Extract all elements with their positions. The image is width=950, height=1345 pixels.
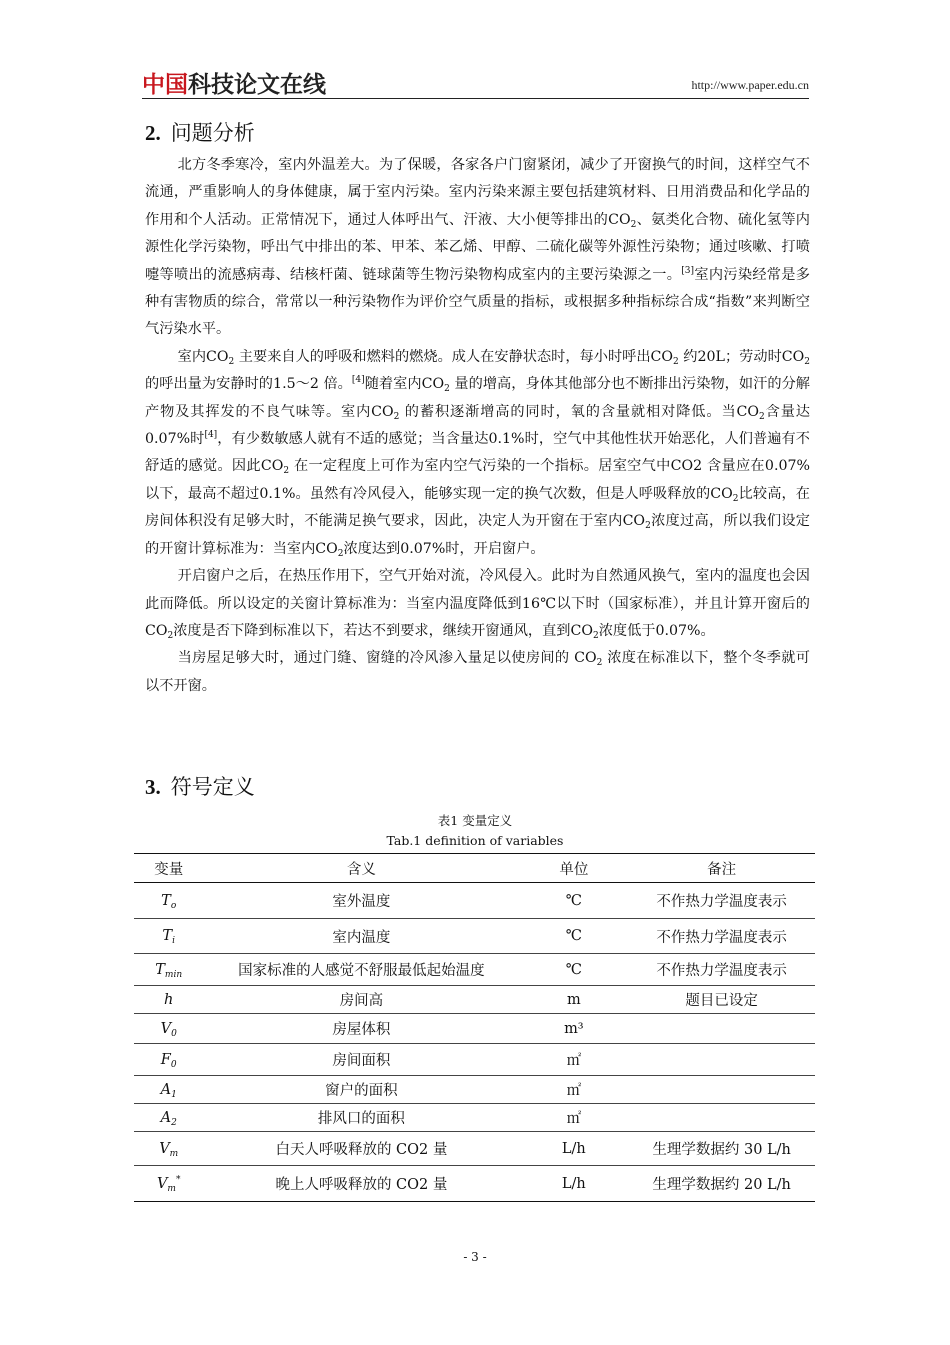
variable-unit-cell: ℃ bbox=[519, 919, 628, 954]
table-row bbox=[134, 954, 815, 986]
col-header-note: 备注 bbox=[628, 854, 815, 883]
table-header-row bbox=[134, 854, 815, 883]
variable-meaning-cell: 房间高 bbox=[203, 986, 519, 1014]
section-2-heading: 2. 问题分析 bbox=[145, 121, 255, 145]
table-caption-cn: 表1 变量定义 bbox=[437, 813, 513, 828]
variables-table bbox=[134, 853, 815, 1202]
paragraph-1: 北方冬季寒冷，室内外温差大。为了保暖，各家各户门窗紧闭，减少了开窗换气的时间，这样空气不流通，严重影响人的身体健康，属于室内污染。室内污染来源主要包括建筑材料、日用消费品和化学品的作用和个人活动。正常情况下，通过人体呼出气、汗液、大小便等排出的$CO_2$、氨类化合物、硫化氢等内源性化学污染物，呼出气中排出的苯、甲苯、苯乙烯、甲醇、二硫化碳等外源性污染物；通过咳嗽、打喷嚏等喷出的流感病毒、结核杆菌、链球菌等生物污染物构成室内的主要污染源之一。[3]室内污染经常是多种有害物质的综合，常常以一种污染物作为评价空气质量的指标，或根据多种指标综合成“指数”来判断空气污染水平。 bbox=[145, 157, 810, 338]
variable-meaning-cell: 房屋体积 bbox=[203, 1014, 519, 1044]
paragraph-4: 当房屋足够大时，通过门缝、窗缝的冷风渗入量足以使房间的 $CO_2$ 浓度在标准以下，整个冬季就可以不开窗。 bbox=[145, 650, 810, 694]
variable-note-cell: 不作热力学温度表示 bbox=[628, 919, 815, 954]
variable-note-cell bbox=[628, 1076, 815, 1104]
variable-unit-cell: ㎡ bbox=[519, 1044, 628, 1076]
table-row bbox=[134, 1076, 815, 1104]
section-2-body bbox=[145, 152, 810, 700]
variable-note-cell: 生理学数据约 30 L/h bbox=[628, 1132, 815, 1166]
variable-meaning-cell: 白天人呼吸释放的 CO2 量 bbox=[203, 1132, 519, 1166]
table-row bbox=[134, 986, 815, 1014]
variable-symbol-cell: $T_o$ bbox=[134, 883, 203, 919]
variable-unit-cell: ℃ bbox=[519, 883, 628, 919]
table-caption-en: Tab.1 definition of variables bbox=[386, 833, 564, 848]
variable-symbol-cell: $A_2$ bbox=[134, 1104, 203, 1132]
section-3-heading: 3. 符号定义 bbox=[145, 775, 255, 799]
paragraph-3: 开启窗户之后，在热压作用下，空气开始对流，冷风侵入。此时为自然通风换气，室内的温度也会因此而降低。所以设定的关窗计算标准为：当室内温度降低到16℃以下时（国家标准），并且计算开窗后的$CO_2$浓度是否下降到标准以下，若达不到要求，继续开窗通风，直到$CO_2$浓度低于0.07%。 bbox=[145, 568, 810, 641]
variable-meaning-cell: 室内温度 bbox=[203, 919, 519, 954]
variable-unit-cell: ㎡ bbox=[519, 1104, 628, 1132]
variable-note-cell bbox=[628, 1044, 815, 1076]
variable-unit-cell: m³ bbox=[519, 1014, 628, 1044]
variable-symbol-cell: $V_m$ bbox=[134, 1132, 203, 1166]
table-row bbox=[134, 919, 815, 954]
paragraph-2: 室内$CO_2$ 主要来自人的呼吸和燃料的燃烧。成人在安静状态时，每小时呼出$CO_2$ 约20L；劳动时$CO_2$ 的呼出量为安静时的1.5～2 倍。[4]随着室内$CO_2$ 量的增高，身体其他部分也不断排出污染物，如汗的分解产物及其挥发的不良气味等。室内$CO_2$ 的蓄积逐渐增高的同时，氧的含量就相对降低。当$CO_2$含量达0.07%时[4]，有少数敏感人就有不适的感觉；当含量达0.1%时，空气中其他性状开始恶化，人们普遍有不舒适的感觉。因此$CO_2$ 在一定程度上可作为室内空气污染的一个指标。居室空气中CO2 含量应在0.07%以下，最高不超过0.1%。虽然有冷风侵入，能够实现一定的换气次数，但是人呼吸释放的$CO_2$比较高，在房间体积没有足够大时，不能满足换气要求，因此，决定人为开窗在于室内$CO_2$浓度过高，所以我们设定的开窗计算标准为：当室内$CO_2$浓度达到0.07%时，开启窗户。 bbox=[145, 348, 810, 559]
variable-symbol-cell: $T_i$ bbox=[134, 919, 203, 954]
col-header-variable: 变量 bbox=[134, 854, 203, 883]
table-row bbox=[134, 1104, 815, 1132]
variable-note-cell: 不作热力学温度表示 bbox=[628, 883, 815, 919]
col-header-meaning: 含义 bbox=[203, 854, 519, 883]
variable-symbol-cell: $T_{min}$ bbox=[134, 954, 203, 986]
variable-note-cell bbox=[628, 1014, 815, 1044]
variable-symbol-cell: $F_0$ bbox=[134, 1044, 203, 1076]
variable-unit-cell: m bbox=[519, 986, 628, 1014]
variable-symbol-cell: $V_0$ bbox=[134, 1014, 203, 1044]
col-header-unit: 单位 bbox=[519, 854, 628, 883]
variable-unit-cell: L/h bbox=[519, 1132, 628, 1166]
variable-meaning-cell: 窗户的面积 bbox=[203, 1076, 519, 1104]
variable-unit-cell: L/h bbox=[519, 1166, 628, 1202]
table-row bbox=[134, 1014, 815, 1044]
variable-meaning-cell: 房间面积 bbox=[203, 1044, 519, 1076]
variable-note-cell: 题目已设定 bbox=[628, 986, 815, 1014]
table-row bbox=[134, 1166, 815, 1202]
variable-note-cell bbox=[628, 1104, 815, 1132]
variable-meaning-cell: 排风口的面积 bbox=[203, 1104, 519, 1132]
variable-symbol-cell: $V_m^*$ bbox=[134, 1166, 203, 1202]
page-number: - 3 - bbox=[463, 1250, 487, 1264]
journal-logo: 中国科技论文在线 bbox=[142, 72, 326, 98]
variable-note-cell: 生理学数据约 20 L/h bbox=[628, 1166, 815, 1202]
table-row bbox=[134, 1044, 815, 1076]
variable-note-cell: 不作热力学温度表示 bbox=[628, 954, 815, 986]
table-row bbox=[134, 883, 815, 919]
variable-unit-cell: ℃ bbox=[519, 954, 628, 986]
variable-meaning-cell: 晚上人呼吸释放的 CO2 量 bbox=[203, 1166, 519, 1202]
variable-unit-cell: ㎡ bbox=[519, 1076, 628, 1104]
page-header bbox=[142, 64, 809, 99]
variable-symbol-cell: $A_1$ bbox=[134, 1076, 203, 1104]
variable-symbol-cell: h bbox=[134, 986, 203, 1014]
table-row bbox=[134, 1132, 815, 1166]
variable-meaning-cell: 国家标准的人感觉不舒服最低起始温度 bbox=[203, 954, 519, 986]
variable-meaning-cell: 室外温度 bbox=[203, 883, 519, 919]
header-url[interactable]: http://www.paper.edu.cn bbox=[691, 78, 809, 92]
